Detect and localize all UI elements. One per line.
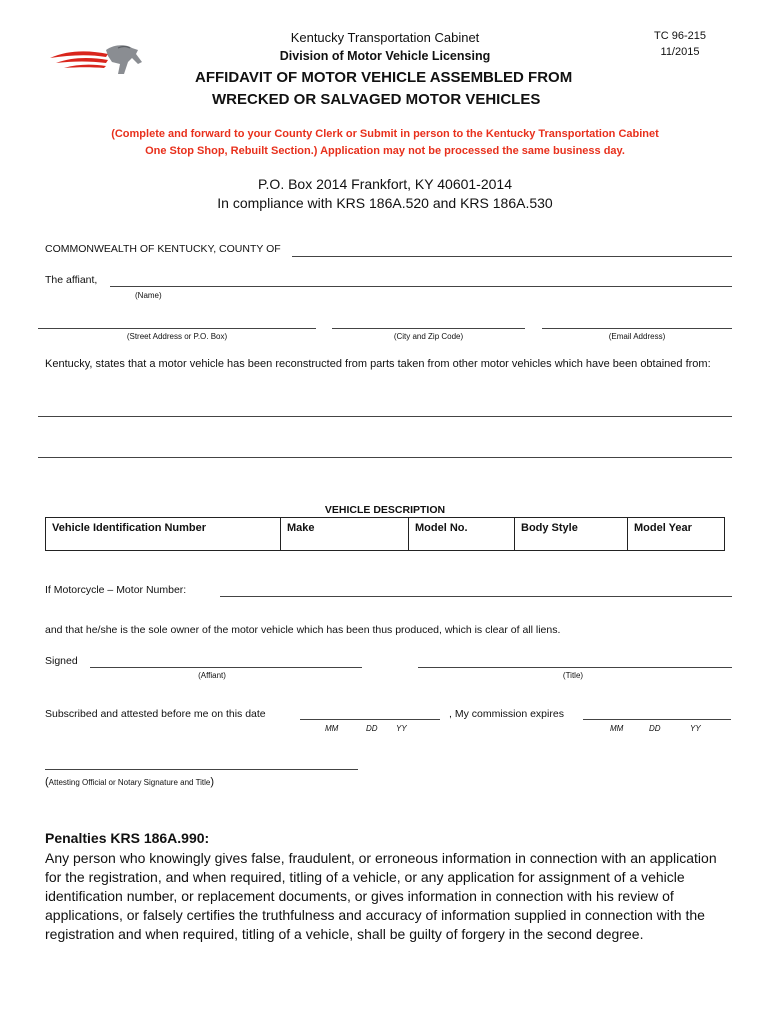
affiant-label: The affiant, — [45, 274, 98, 286]
motor-number-field[interactable] — [220, 596, 732, 597]
division-name: Division of Motor Vehicle Licensing — [279, 49, 491, 63]
email-field[interactable] — [542, 328, 732, 329]
street-caption: (Street Address or P.O. Box) — [126, 332, 228, 341]
form-date: 11/2015 — [660, 46, 700, 58]
body-style-column[interactable]: Body Style — [515, 518, 628, 551]
form-title-line2: WRECKED OR SALVAGED MOTOR VEHICLES — [212, 91, 541, 108]
make-column[interactable]: Make — [281, 518, 409, 551]
vehicle-description-table — [45, 517, 725, 551]
notary-signature-field[interactable] — [45, 769, 358, 770]
commission-yy: YY — [690, 724, 701, 733]
mailing-address: P.O. Box 2014 Frankfort, KY 40601-2014 — [258, 176, 512, 192]
model-year-column[interactable]: Model Year — [628, 518, 725, 551]
parts-source-line-1[interactable] — [38, 416, 732, 417]
ownership-statement: and that he/she is the sole owner of the motor vehicle which has been thus produced, which is clear of all liens. — [45, 624, 561, 636]
signed-label: Signed — [45, 655, 78, 667]
affiant-name-field[interactable] — [110, 286, 732, 287]
attest-dd: DD — [366, 724, 378, 733]
commission-expires-field[interactable] — [583, 719, 731, 720]
attest-caption: (Attesting Official or Notary Signature and Title) — [45, 776, 215, 788]
street-address-field[interactable] — [38, 328, 316, 329]
email-caption: (Email Address) — [608, 332, 666, 341]
commission-mm: MM — [610, 724, 624, 733]
title-field[interactable] — [418, 667, 732, 668]
agency-name: Kentucky Transportation Cabinet — [290, 30, 480, 45]
kytc-horse-logo — [48, 40, 148, 80]
county-label: COMMONWEALTH OF KENTUCKY, COUNTY OF — [45, 243, 281, 255]
form-title-line1: AFFIDAVIT OF MOTOR VEHICLE ASSEMBLED FROM — [195, 69, 573, 86]
form-number: TC 96-215 — [654, 30, 706, 42]
county-field[interactable] — [292, 256, 732, 257]
motorcycle-label: If Motorcycle – Motor Number: — [45, 584, 187, 596]
attested-date-field[interactable] — [300, 719, 440, 720]
attest-yy: YY — [396, 724, 407, 733]
parts-source-line-2[interactable] — [38, 457, 732, 458]
affiant-caption: (Affiant) — [198, 671, 226, 680]
city-zip-field[interactable] — [332, 328, 525, 329]
penalties-heading: Penalties KRS 186A.990: — [45, 830, 210, 846]
vin-column[interactable]: Vehicle Identification Number — [46, 518, 281, 551]
instructions-line1: (Complete and forward to your County Clerk or Submit in person to the Kentucky Transportation Cabinet — [111, 128, 659, 140]
city-caption: (City and Zip Code) — [393, 332, 464, 341]
name-caption: (Name) — [135, 291, 162, 300]
subscribed-label: Subscribed and attested before me on this date — [45, 708, 266, 720]
vehicle-description-heading: VEHICLE DESCRIPTION — [324, 504, 446, 516]
model-no-column[interactable]: Model No. — [409, 518, 515, 551]
affiant-signature-field[interactable] — [90, 667, 362, 668]
compliance-statement: In compliance with KRS 186A.520 and KRS 186A.530 — [217, 195, 553, 211]
instructions-line2: One Stop Shop, Rebuilt Section.) Application may not be processed the same business day. — [145, 145, 625, 157]
commission-label: , My commission expires — [449, 708, 564, 720]
title-caption: (Title) — [562, 671, 584, 680]
commission-dd: DD — [649, 724, 661, 733]
attest-mm: MM — [325, 724, 339, 733]
penalties-text: Any person who knowingly gives false, fraudulent, or erroneous information in connection with an application for the registration, and when required, titling of a vehicle, or any application for assignment of a vehicle identification number, or replacement documents, or gives information in connection with his review of applications, or falsely certifies the truthfulness and accuracy of information supplied in connection with the registration and when required, titling of a vehicle, shall be guilty of forgery in the second degree. — [45, 850, 717, 942]
reconstruction-statement: Kentucky, states that a motor vehicle has been reconstructed from parts taken from other motor vehicles which have been obtained from: — [45, 358, 711, 370]
